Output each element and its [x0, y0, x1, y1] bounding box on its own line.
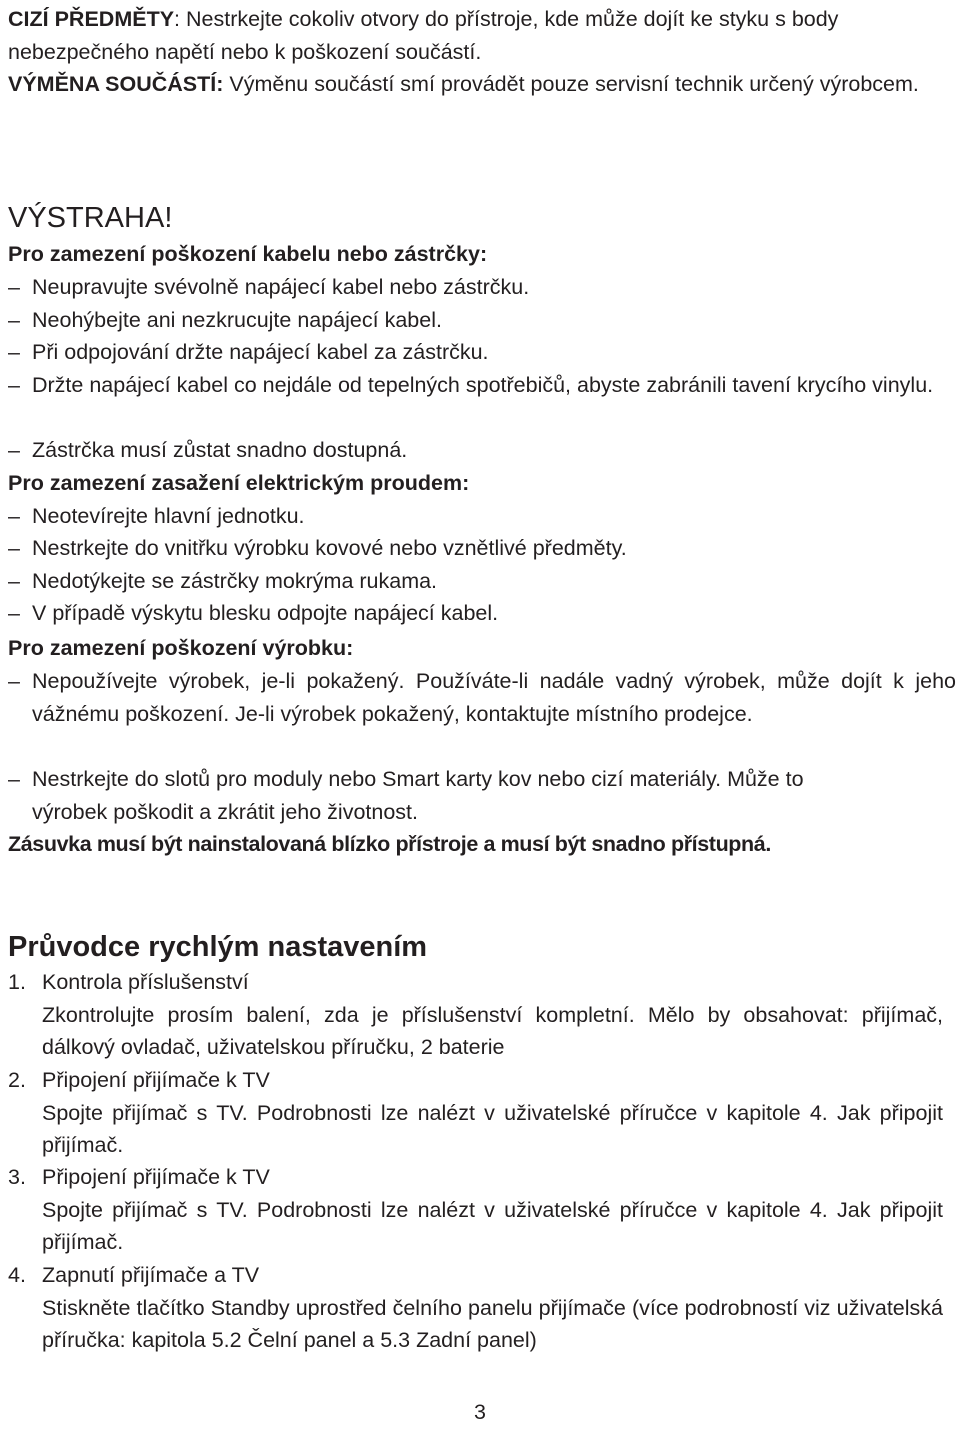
product-heading: Pro zamezení poškození výrobku:	[8, 636, 354, 660]
cable-heading: Pro zamezení poškození kabelu nebo zástrčky:	[8, 242, 488, 266]
step-number: 3.	[8, 1165, 26, 1189]
step-title: Připojení přijímače k TV	[42, 1068, 270, 1092]
list-item	[8, 966, 943, 1064]
step-title: Připojení přijímače k TV	[42, 1165, 270, 1189]
dash-bullet: –	[8, 669, 20, 693]
list-item: – V případě výskytu blesku odpojte napájecí kabel.	[8, 597, 868, 630]
dash-bullet: –	[8, 438, 20, 462]
quick-guide-title: Průvodce rychlým nastavením	[8, 931, 428, 963]
step-number: 1.	[8, 970, 26, 994]
list-item: – Neohýbejte ani nezkrucujte napájecí kabel.	[8, 304, 868, 337]
dash-bullet: –	[8, 340, 20, 364]
step-number: 2.	[8, 1068, 26, 1092]
list-item: – Neotevírejte hlavní jednotku.	[8, 500, 868, 533]
list-item: – Nestrkejte do slotů pro moduly nebo Smart karty kov nebo cizí materiály. Může to výrobek poškodit a zkrátit jeho životnost.	[8, 763, 878, 828]
foreign-objects-paragraph	[8, 3, 952, 68]
replace-parts-label: VÝMĚNA SOUČÁSTÍ:	[8, 72, 224, 96]
dash-bullet: –	[8, 569, 20, 593]
list-item: – Držte napájecí kabel co nejdále od tepelných spotřebičů, abyste zabránili tavení krycího vinylu.	[8, 369, 958, 402]
list-item: – Nedotýkejte se zástrčky mokrýma rukama.	[8, 565, 868, 598]
list-item	[8, 1064, 943, 1162]
list-item	[8, 1161, 943, 1259]
warning-title: VÝSTRAHA!	[8, 202, 173, 234]
socket-note: Zásuvka musí být nainstalovaná blízko přístroje a musí být snadno přístupná.	[8, 832, 771, 856]
dash-bullet: –	[8, 373, 20, 397]
dash-bullet: –	[8, 536, 20, 560]
step-text: Spojte přijímač s TV. Podrobnosti lze nalézt v uživatelské příručce v kapitole 4. Jak připojit přijímač.	[42, 1100, 943, 1157]
page-number: 3	[474, 1400, 486, 1424]
list-item: – Při odpojování držte napájecí kabel za zástrčku.	[8, 336, 868, 369]
list-item: – Nepoužívejte výrobek, je-li pokažený. Používáte-li nadále vadný výrobek, může dojít k jeho vážnému poškození. Je-li výrobek pokažený, kontaktujte místního prodejce.	[8, 665, 956, 730]
dash-bullet: –	[8, 504, 20, 528]
step-text: Spojte přijímač s TV. Podrobnosti lze nalézt v uživatelské příručce v kapitole 4. Jak připojit přijímač.	[42, 1197, 943, 1254]
replace-parts-paragraph	[8, 68, 952, 101]
dash-bullet: –	[8, 601, 20, 625]
list-item: – Neupravujte svévolně napájecí kabel nebo zástrčku.	[8, 271, 868, 304]
shock-heading: Pro zamezení zasažení elektrickým proudem:	[8, 471, 470, 495]
step-title: Zapnutí přijímače a TV	[42, 1263, 260, 1287]
step-text: Zkontrolujte prosím balení, zda je příslušenství kompletní. Mělo by obsahovat: přijímač, dálkový ovladač, uživatelskou příručku, 2 baterie	[42, 1002, 943, 1059]
dash-bullet: –	[8, 308, 20, 332]
dash-bullet: –	[8, 767, 20, 791]
step-number: 4.	[8, 1263, 26, 1287]
list-item: – Zástrčka musí zůstat snadno dostupná.	[8, 434, 868, 467]
foreign-objects-text: : Nestrkejte cokoliv otvory do přístroje, kde může dojít ke styku s body nebezpečného napětí nebo k poškození součástí.	[8, 7, 839, 64]
list-item	[8, 1259, 943, 1357]
step-title: Kontrola příslušenství	[42, 970, 249, 994]
foreign-objects-label: CIZÍ PŘEDMĚTY	[8, 7, 175, 31]
dash-bullet: –	[8, 275, 20, 299]
replace-parts-text: Výměnu součástí smí provádět pouze servisní technik určený výrobcem.	[223, 72, 919, 96]
step-text: Stiskněte tlačítko Standby uprostřed čelního panelu přijímače (více podrobností viz uživatelská příručka: kapitola 5.2 Čelní panel a 5.3 Zadní panel)	[42, 1295, 943, 1352]
list-item: – Nestrkejte do vnitřku výrobku kovové nebo vznětlivé předměty.	[8, 532, 868, 565]
